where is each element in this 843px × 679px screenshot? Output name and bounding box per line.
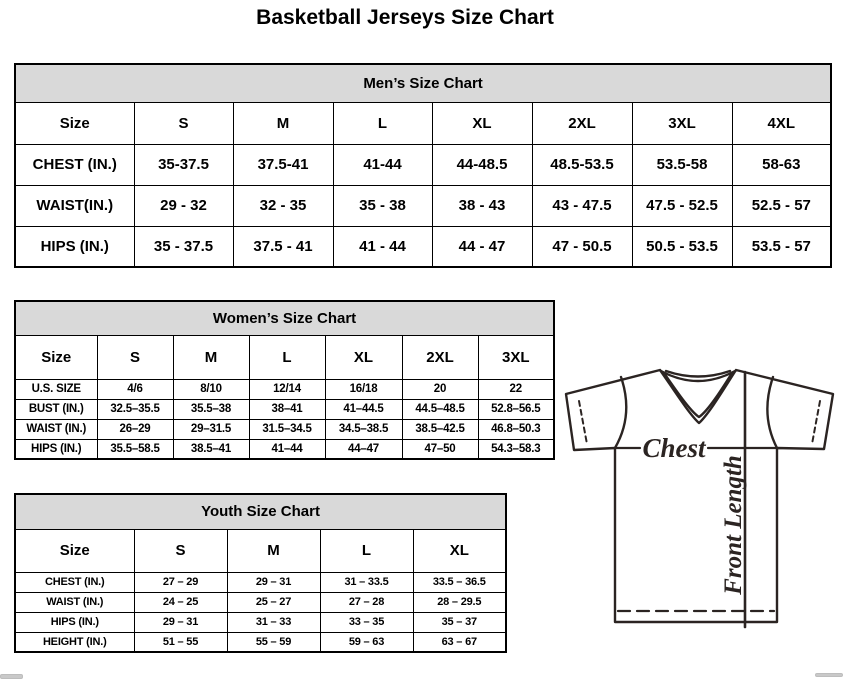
chest-label: Chest	[642, 433, 706, 463]
mens-col-header: Size	[15, 102, 134, 144]
youth-chart-title: Youth Size Chart	[15, 494, 506, 529]
youth-row-label: HIPS (IN.)	[15, 612, 134, 632]
jersey-outline	[566, 370, 833, 622]
youth-row-label: WAIST (IN.)	[15, 592, 134, 612]
youth-cell: 63 – 67	[413, 632, 506, 652]
mens-cell: 37.5 - 41	[233, 226, 333, 267]
womens-cell: 20	[402, 379, 478, 399]
womens-col-header: XL	[325, 335, 402, 379]
youth-cell: 25 – 27	[227, 592, 320, 612]
youth-cell: 27 – 28	[320, 592, 413, 612]
youth-row-label: CHEST (IN.)	[15, 572, 134, 592]
mens-cell: 38 - 43	[432, 185, 532, 226]
womens-cell: 8/10	[173, 379, 249, 399]
womens-cell: 41–44.5	[325, 399, 402, 419]
youth-cell: 33 – 35	[320, 612, 413, 632]
youth-cell: 59 – 63	[320, 632, 413, 652]
womens-col-header: Size	[15, 335, 97, 379]
mens-cell: 53.5 - 57	[732, 226, 831, 267]
horizontal-scrollbar-thumb-left[interactable]	[0, 674, 23, 679]
womens-cell: 32.5–35.5	[97, 399, 173, 419]
womens-cell: 46.8–50.3	[478, 419, 554, 439]
mens-cell: 35-37.5	[134, 144, 233, 185]
mens-cell: 53.5-58	[632, 144, 732, 185]
mens-cell: 47.5 - 52.5	[632, 185, 732, 226]
youth-col-header: L	[320, 529, 413, 572]
mens-row-label: WAIST(IN.)	[15, 185, 134, 226]
youth-cell: 51 – 55	[134, 632, 227, 652]
mens-cell: 41 - 44	[333, 226, 432, 267]
mens-cell: 43 - 47.5	[532, 185, 632, 226]
womens-cell: 38.5–41	[173, 439, 249, 459]
mens-cell: 37.5-41	[233, 144, 333, 185]
front-length-label: Front Length	[720, 455, 747, 595]
mens-cell: 41-44	[333, 144, 432, 185]
mens-col-header: M	[233, 102, 333, 144]
womens-row-label: HIPS (IN.)	[15, 439, 97, 459]
womens-cell: 31.5–34.5	[249, 419, 325, 439]
womens-cell: 26–29	[97, 419, 173, 439]
youth-row-label: HEIGHT (IN.)	[15, 632, 134, 652]
youth-cell: 35 – 37	[413, 612, 506, 632]
womens-cell: 41–44	[249, 439, 325, 459]
mens-row-label: HIPS (IN.)	[15, 226, 134, 267]
mens-col-header: 2XL	[532, 102, 632, 144]
mens-col-header: 3XL	[632, 102, 732, 144]
womens-cell: 4/6	[97, 379, 173, 399]
mens-cell: 52.5 - 57	[732, 185, 831, 226]
womens-cell: 34.5–38.5	[325, 419, 402, 439]
youth-cell: 29 – 31	[227, 572, 320, 592]
youth-cell: 27 – 29	[134, 572, 227, 592]
womens-cell: 22	[478, 379, 554, 399]
mens-cell: 29 - 32	[134, 185, 233, 226]
youth-col-header: M	[227, 529, 320, 572]
youth-cell: 33.5 – 36.5	[413, 572, 506, 592]
mens-size-table	[14, 63, 832, 268]
youth-col-header: S	[134, 529, 227, 572]
mens-cell: 48.5-53.5	[532, 144, 632, 185]
collar-back-inner-line	[666, 371, 730, 377]
womens-cell: 16/18	[325, 379, 402, 399]
mens-col-header: 4XL	[732, 102, 831, 144]
womens-cell: 54.3–58.3	[478, 439, 554, 459]
womens-cell: 38–41	[249, 399, 325, 419]
youth-cell: 31 – 33	[227, 612, 320, 632]
womens-cell: 35.5–58.5	[97, 439, 173, 459]
womens-cell: 52.8–56.5	[478, 399, 554, 419]
womens-col-header: 2XL	[402, 335, 478, 379]
youth-cell: 28 – 29.5	[413, 592, 506, 612]
womens-col-header: S	[97, 335, 173, 379]
mens-col-header: S	[134, 102, 233, 144]
womens-row-label: BUST (IN.)	[15, 399, 97, 419]
youth-cell: 24 – 25	[134, 592, 227, 612]
womens-col-header: M	[173, 335, 249, 379]
mens-cell: 47 - 50.5	[532, 226, 632, 267]
womens-cell: 12/14	[249, 379, 325, 399]
youth-col-header: XL	[413, 529, 506, 572]
mens-cell: 50.5 - 53.5	[632, 226, 732, 267]
womens-chart-title: Women’s Size Chart	[15, 301, 554, 335]
mens-cell: 44-48.5	[432, 144, 532, 185]
mens-row-label: CHEST (IN.)	[15, 144, 134, 185]
womens-cell: 44.5–48.5	[402, 399, 478, 419]
youth-cell: 29 – 31	[134, 612, 227, 632]
youth-col-header: Size	[15, 529, 134, 572]
mens-cell: 58-63	[732, 144, 831, 185]
jersey-measurement-diagram	[560, 360, 843, 660]
womens-col-header: L	[249, 335, 325, 379]
page-title: Basketball Jerseys Size Chart	[256, 6, 554, 29]
youth-cell: 55 – 59	[227, 632, 320, 652]
mens-col-header: L	[333, 102, 432, 144]
womens-cell: 35.5–38	[173, 399, 249, 419]
womens-size-table	[14, 300, 555, 460]
womens-cell: 47–50	[402, 439, 478, 459]
mens-chart-title: Men’s Size Chart	[15, 64, 831, 102]
womens-cell: 29–31.5	[173, 419, 249, 439]
mens-cell: 44 - 47	[432, 226, 532, 267]
mens-cell: 35 - 37.5	[134, 226, 233, 267]
womens-cell: 38.5–42.5	[402, 419, 478, 439]
mens-cell: 35 - 38	[333, 185, 432, 226]
womens-row-label: WAIST (IN.)	[15, 419, 97, 439]
horizontal-scrollbar-thumb-right[interactable]	[815, 673, 843, 677]
mens-col-header: XL	[432, 102, 532, 144]
youth-cell: 31 – 33.5	[320, 572, 413, 592]
mens-cell: 32 - 35	[233, 185, 333, 226]
womens-row-label: U.S. SIZE	[15, 379, 97, 399]
womens-cell: 44–47	[325, 439, 402, 459]
womens-col-header: 3XL	[478, 335, 554, 379]
youth-size-table	[14, 493, 507, 653]
